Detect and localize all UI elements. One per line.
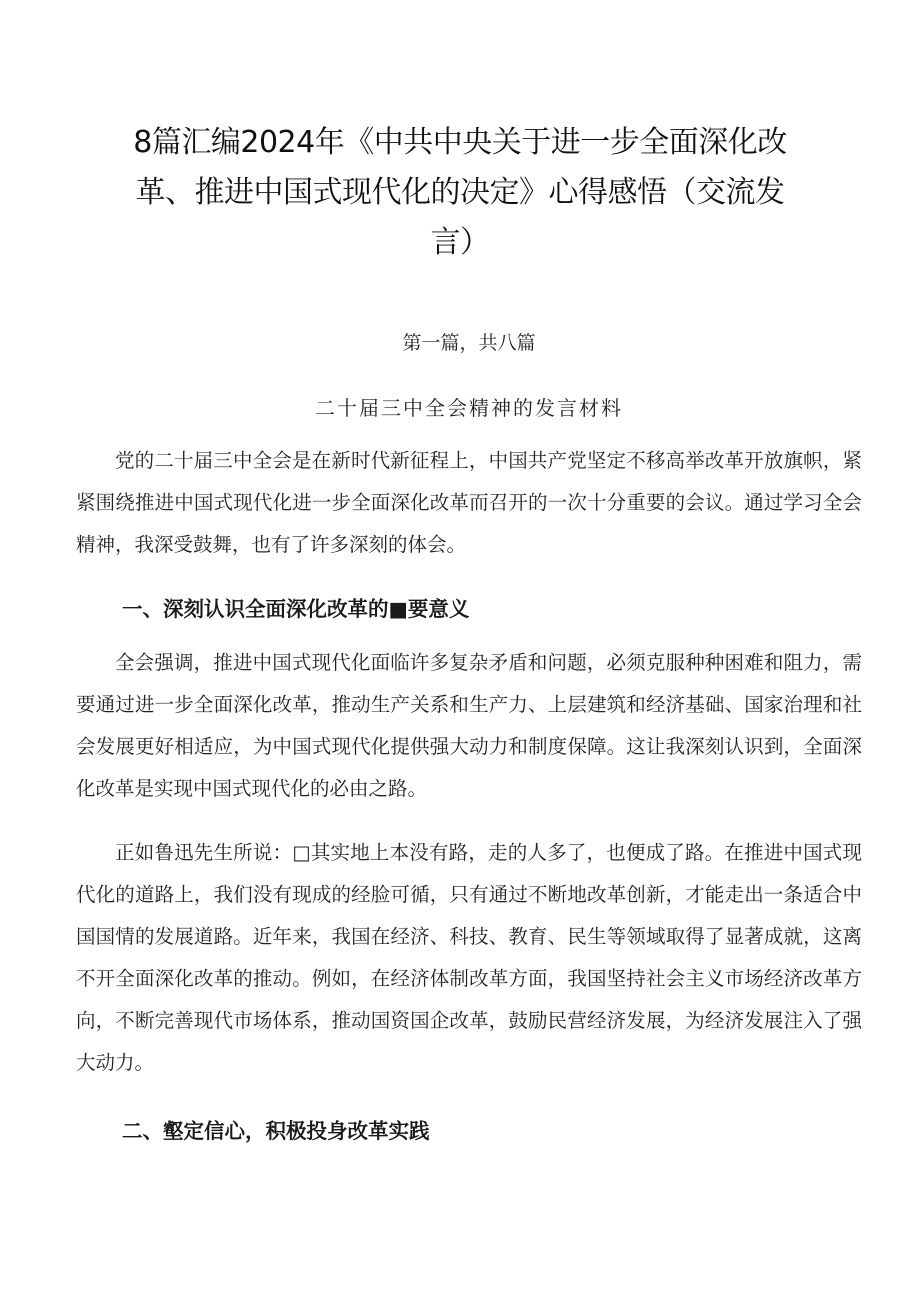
part-label: 第一篇，共八篇 <box>402 332 536 354</box>
body-paragraph-3: 正如鲁迅先生所说：□其实地上本没有路，走的人多了，也便成了路。在推进中国式现代化的道路上，我们没有现成的经脸可循，只有通过不断地改革创新，才能走出一条适合中国国情的发展道路。近年来，我国在经济、科技、教育、民生等领域取得了显著成就，这离不开全面深化改革的推动。例如，在经济体制改革方面，我国坚持社会主义市场经济改革方向，不断完善现代市场体系，推动国资国企改革，鼓励民营经济发展，为经济发展注入了强大动力。 <box>76 841 862 1074</box>
heading-2: 二、壑定信心，积极投身改革实践 <box>122 1119 430 1143</box>
intro-paragraph: 党的二十届三中全会是在新时代新征程上，中国共产党坚定不移高举改革开放旗帜，紧紧围绕推进中国式现代化进一步全面深化改革而召开的一次十分重要的会议。通过学习全会精神，我深受鼓舞，也有了许多深刻的体会。 <box>76 449 862 556</box>
document-title: 8篇汇编2024年《中共中央关于进一步全面深化改革、推进中国式现代化的决定》心得感悟（交流发言） <box>133 125 787 260</box>
body-paragraph-2: 全会强调，推进中国式现代化面临许多复杂矛盾和问题，必须克服种种困难和阻力，需要通过进一步全面深化改革，推动生产关系和生产力、上层建筑和经济基础、国家治理和社会发展更好相适应，为中国式现代化提供强大动力和制度保障。这让我深刻认识到，全面深化改革是实现中国式现代化的必由之路。 <box>76 651 862 800</box>
speech-title: 二十届三中全会精神的发言材料 <box>315 396 623 420</box>
heading-1: 一、深刻认识全面深化改革的■要意义 <box>122 597 470 621</box>
